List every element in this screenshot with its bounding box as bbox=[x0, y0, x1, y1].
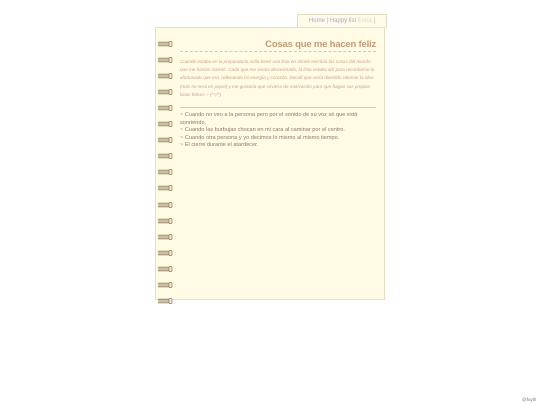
spiral-ring-icon bbox=[158, 243, 173, 249]
spiral-binding bbox=[156, 28, 176, 299]
spiral-ring-icon bbox=[158, 195, 173, 201]
list-item: ~ Cuando otra persona y yo decimos lo mismo al mismo tiempo. bbox=[180, 134, 340, 141]
spiral-ring-icon bbox=[158, 66, 173, 72]
nav-separator: | bbox=[326, 18, 329, 24]
list-item: ~ Cuando no veo a la persona pero por el sonido de su voz sé que está sonriendo. bbox=[180, 112, 358, 126]
spiral-ring-icon bbox=[158, 82, 173, 88]
nav-extra-link[interactable]: Extra bbox=[357, 18, 372, 24]
spiral-ring-icon bbox=[158, 275, 173, 281]
intro-paragraph: Cuando estaba en la preparatoria solía tener una lista en donde escribía las cosas del mundo que me hacían sonreír. Cada que me sentía desanimado, la lista estaba ahí para recordarme lo afortunado que era, rellenando mi energía y corazón. Decidí que sería divertido retomar la idea (más no será en papel) y me gustaría que sirviese de motivación para que hagan sus propias listas felices ~ (^▽^) bbox=[180, 59, 375, 97]
section-divider bbox=[180, 107, 376, 108]
top-navigation bbox=[297, 14, 387, 28]
happy-list bbox=[180, 112, 374, 150]
nav-home-link[interactable]: Home bbox=[308, 18, 325, 24]
notebook-page bbox=[155, 27, 385, 300]
spiral-ring-icon bbox=[158, 291, 173, 297]
spiral-ring-icon bbox=[158, 130, 173, 136]
spiral-ring-icon bbox=[158, 146, 173, 152]
spiral-ring-icon bbox=[158, 98, 173, 104]
spiral-ring-icon bbox=[158, 34, 173, 40]
footer-credit: @foyth bbox=[522, 397, 537, 402]
spiral-ring-icon bbox=[158, 211, 173, 217]
page-title: Cosas que me hacen feliz bbox=[265, 39, 376, 50]
spiral-ring-icon bbox=[158, 50, 173, 56]
title-divider bbox=[180, 51, 376, 52]
list-item: ~ El cierre durante el atardecer. bbox=[180, 142, 259, 148]
spiral-ring-icon bbox=[158, 227, 173, 233]
spiral-ring-icon bbox=[158, 114, 173, 120]
spiral-ring-icon bbox=[158, 178, 173, 184]
nav-separator-end: | bbox=[373, 18, 376, 24]
list-item: ~ Cuando las burbujas chocan en mi cara al caminar por el centro. bbox=[180, 127, 345, 133]
nav-happy-list-link[interactable]: Happy list bbox=[329, 18, 357, 24]
spiral-ring-icon bbox=[158, 259, 173, 265]
spiral-ring-icon bbox=[158, 162, 173, 168]
